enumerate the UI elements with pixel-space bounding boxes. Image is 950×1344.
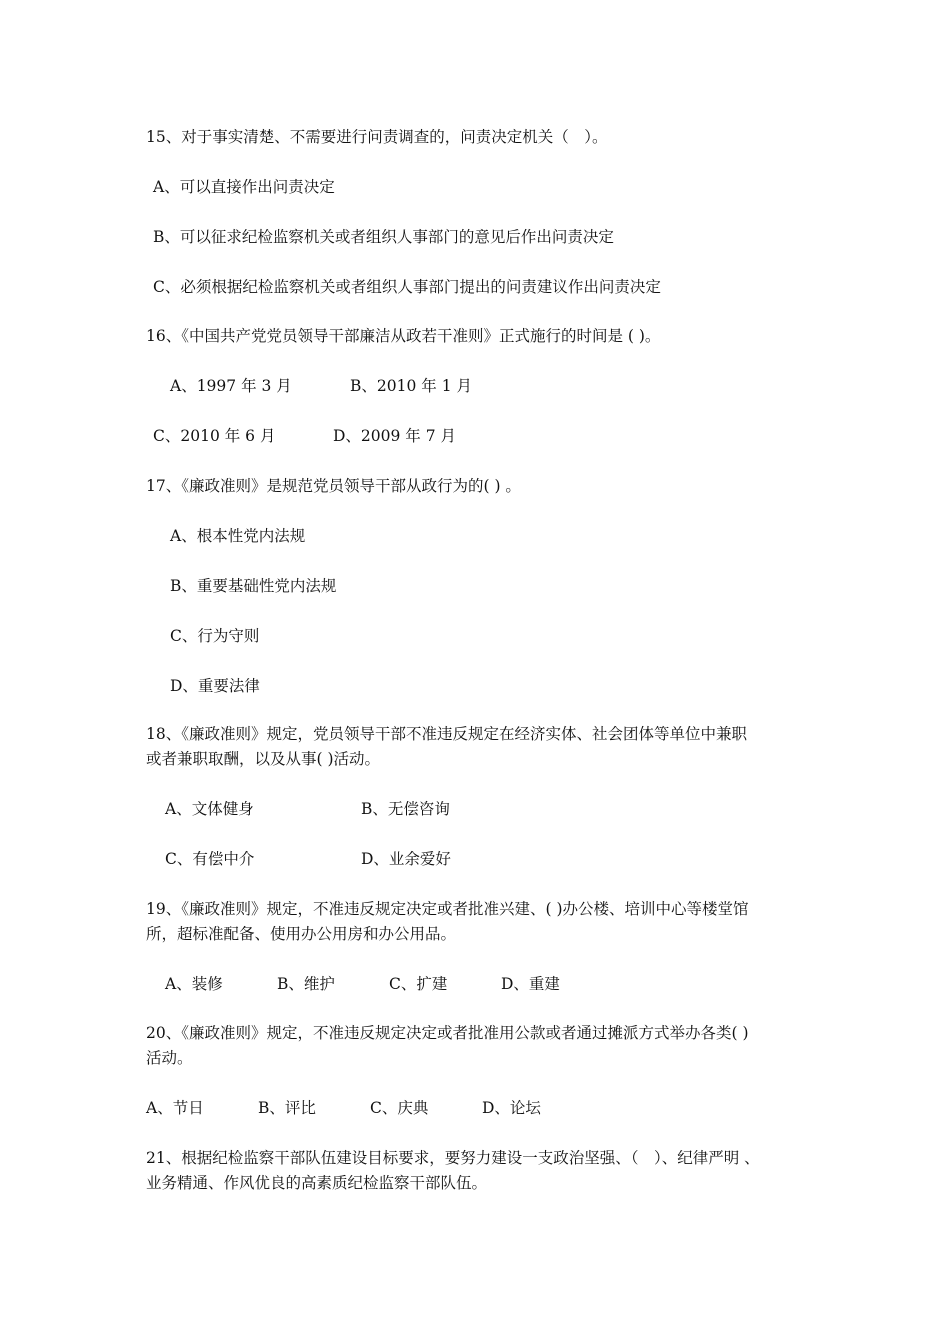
- question-15-option-c: C、必须根据纪检监察机关或者组织人事部门提出的问责建议作出问责决定: [153, 278, 661, 296]
- question-18-option-c: C、有偿中介: [165, 850, 255, 868]
- question-16-option-b: B、2010 年 1 月: [350, 377, 472, 395]
- question-15-option-b: B、可以征求纪检监察机关或者组织人事部门的意见后作出问责决定: [153, 228, 614, 246]
- question-17-option-c: C、行为守则: [170, 627, 260, 645]
- question-20-option-a: A、节日: [146, 1099, 204, 1117]
- question-17-option-a: A、根本性党内法规: [170, 527, 306, 545]
- question-19-stem-line-2: 所，超标准配备、使用办公用房和办公用品。: [146, 925, 457, 943]
- question-19-option-c: C、扩建: [389, 975, 448, 993]
- question-18-option-a: A、文体健身: [165, 800, 254, 818]
- question-17-stem: 17、《廉政准则》是规范党员领导干部从政行为的( ) 。: [146, 477, 521, 495]
- question-16-stem: 16、《中国共产党党员领导干部廉洁从政若干准则》正式施行的时间是 ( )。: [146, 327, 661, 345]
- question-18-option-b: B、无偿咨询: [361, 800, 450, 818]
- question-20-stem-line-2: 活动。: [146, 1049, 193, 1067]
- question-21-stem-line-1: 21、根据纪检监察干部队伍建设目标要求，要努力建设一支政治坚强、（ ）、纪律严明 、: [146, 1149, 760, 1167]
- question-20-option-c: C、庆典: [370, 1099, 429, 1117]
- question-18-option-d: D、业余爱好: [361, 850, 451, 868]
- question-19-option-a: A、装修: [165, 975, 223, 993]
- question-20-option-b: B、评比: [258, 1099, 316, 1117]
- question-15-stem: 15、对于事实清楚、不需要进行问责调查的，问责决定机关（ ）。: [146, 128, 608, 146]
- question-16-option-c: C、2010 年 6 月: [153, 427, 276, 445]
- question-15-option-a: A、可以直接作出问责决定: [153, 178, 335, 196]
- question-17-option-d: D、重要法律: [170, 677, 260, 695]
- question-16-option-a: A、1997 年 3 月: [170, 377, 292, 395]
- question-19-option-b: B、维护: [277, 975, 335, 993]
- question-18-stem-line-1: 18、《廉政准则》规定，党员领导干部不准违反规定在经济实体、社会团体等单位中兼职: [146, 725, 747, 743]
- question-18-stem-line-2: 或者兼职取酬，以及从事( )活动。: [146, 750, 381, 768]
- question-16-option-d: D、2009 年 7 月: [333, 427, 457, 445]
- question-21-stem-line-2: 业务精通、作风优良的高素质纪检监察干部队伍。: [146, 1174, 488, 1192]
- question-19-option-d: D、重建: [501, 975, 560, 993]
- question-19-stem-line-1: 19、《廉政准则》规定，不准违反规定决定或者批准兴建、( )办公楼、培训中心等楼堂馆: [146, 900, 749, 918]
- question-17-option-b: B、重要基础性党内法规: [170, 577, 337, 595]
- question-20-stem-line-1: 20、《廉政准则》规定，不准违反规定决定或者批准用公款或者通过摊派方式举办各类( ): [146, 1024, 749, 1042]
- question-20-option-d: D、论坛: [482, 1099, 541, 1117]
